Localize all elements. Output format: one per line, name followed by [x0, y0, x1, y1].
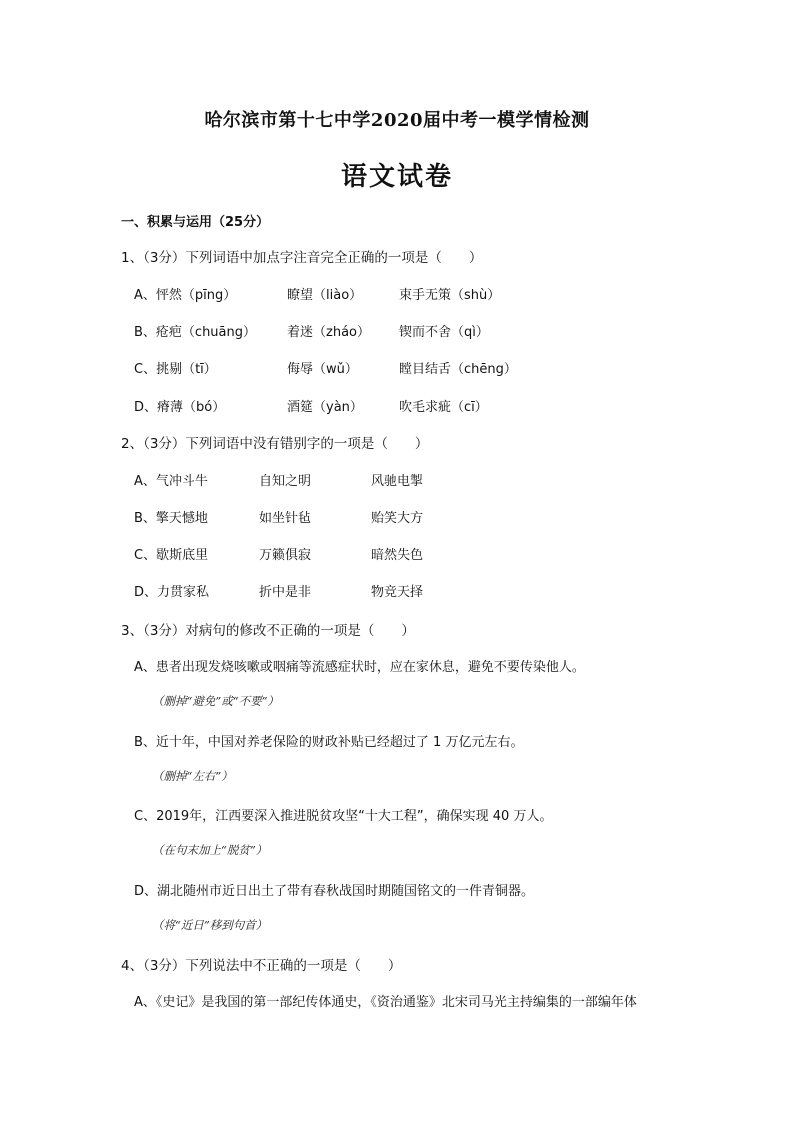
q3-option-d-note: （将“近日”移到句首） [152, 918, 268, 932]
q2-row-c-col1: C、歇斯底里 [134, 548, 209, 563]
question-2-stem: 2、（3分）下列词语中没有错别字的一项是（ ） [121, 436, 429, 452]
question-1-stem: 1、（3分）下列词语中加点字注音完全正确的一项是（ ） [121, 250, 483, 266]
q1-row-d-col1: D、瘠薄（bó） [134, 400, 226, 415]
q2-row-d-col3: 物竞天择 [371, 585, 424, 600]
exam-title: 语文试卷 [340, 162, 453, 192]
q1-row-a-col1: A、怦然（pīng） [134, 288, 237, 303]
q3-option-b: B、近十年，中国对养老保险的财政补贴已经超过了 1 万亿元左右。 [134, 735, 524, 750]
q3-option-d: D、湖北随州市近日出土了带有春秋战国时期随国铭文的一件青铜器。 [134, 884, 535, 899]
q3-option-c: C、2019年，江西要深入推进脱贫攻坚“十大工程”，确保实现 40 万人。 [134, 809, 553, 824]
q1-row-d-col3: 吹毛求疵（cī） [399, 400, 488, 415]
q1-row-b-col2: 着迷（zháo） [287, 325, 370, 340]
q2-row-d-col1: D、力贯家私 [134, 585, 210, 600]
q2-row-a-col2: 自知之明 [259, 474, 312, 489]
q3-option-c-note: （在句末加上“脱贫”） [152, 843, 268, 857]
q1-row-d-col2: 酒筵（yàn） [287, 400, 363, 415]
q2-row-c-col3: 暗然失色 [371, 548, 424, 563]
q2-row-a-col1: A、气冲斗牛 [134, 474, 208, 489]
q2-row-a-col3: 风驰电掣 [371, 474, 424, 489]
q3-option-a-note: （删掉“避免”或“不要”） [152, 694, 280, 708]
q2-row-c-col2: 万籁俱寂 [259, 548, 312, 563]
q2-row-b-col1: B、擎天憾地 [134, 511, 208, 526]
q1-row-c-col3: 瞠目结舌（chēng） [399, 362, 517, 377]
q1-row-c-col1: C、挑剔（tī） [134, 362, 217, 377]
section-heading: 一、积累与运用（25分） [121, 215, 270, 230]
q2-row-b-col2: 如坐针毡 [259, 511, 312, 526]
q1-row-a-col3: 束手无策（shù） [399, 288, 501, 303]
question-4-stem: 4、（3分）下列说法中不正确的一项是（ ） [121, 958, 402, 974]
q1-row-a-col2: 瞭望（liào） [287, 288, 363, 303]
q2-row-b-col3: 贻笑大方 [371, 511, 424, 526]
q1-row-b-col3: 锲而不舍（qì） [399, 325, 489, 340]
q2-row-d-col2: 折中是非 [259, 585, 312, 600]
school-title: 哈尔滨市第十七中学2020届中考一模学情检测 [204, 110, 590, 131]
q1-row-c-col2: 侮辱（wǔ） [287, 362, 358, 377]
q3-option-a: A、患者出现发烧咳嗽或咽痛等流感症状时，应在家休息，避免不要传染他人。 [134, 660, 585, 675]
question-3-stem: 3、（3分）对病句的修改不正确的一项是（ ） [121, 623, 415, 639]
q1-row-b-col1: B、疮疤（chuāng） [134, 325, 257, 340]
q4-option-a: A、《史记》是我国的第一部纪传体通史，《资治通鉴》北宋司马光主持编集的一部编年体 [134, 995, 637, 1010]
q3-option-b-note: （删掉“左右”） [152, 769, 233, 783]
